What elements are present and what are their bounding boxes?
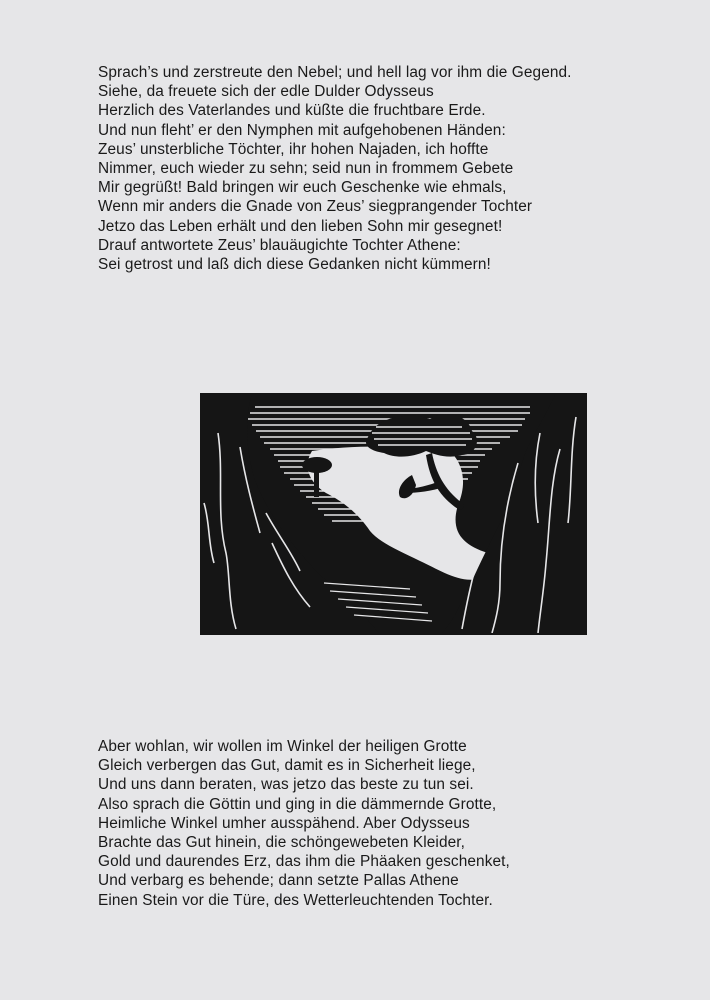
poem-line: Einen Stein vor die Türe, des Wetterleuchtenden Tochter.	[98, 891, 493, 909]
poem-line: Und verbarg es behende; dann setzte Pallas Athene	[98, 872, 459, 890]
poem-line: Drauf antwortete Zeus’ blauäugichte Tochter Athene:	[98, 236, 461, 254]
poem-line: Siehe, da freuete sich der edle Dulder Odysseus	[98, 83, 434, 101]
poem-line: Sei getrost und laß dich diese Gedanken nicht kümmern!	[98, 256, 491, 274]
poem-line: Zeus’ unsterbliche Töchter, ihr hohen Najaden, ich hoffte	[98, 140, 489, 158]
woodcut-landscape-icon	[200, 393, 587, 635]
poem-line: Und uns dann beraten, was jetzo das beste zu tun sei.	[98, 776, 474, 794]
poem-line: Mir gegrüßt! Bald bringen wir euch Geschenke wie ehmals,	[98, 179, 507, 197]
poem-line: Aber wohlan, wir wollen im Winkel der heiligen Grotte	[98, 738, 467, 755]
poem-line: Sprach’s und zerstreute den Nebel; und hell lag vor ihm die Gegend.	[98, 64, 572, 81]
poem-line: Und nun fleht’ er den Nymphen mit aufgehobenen Händen:	[98, 121, 506, 139]
poem-line: Brachte das Gut hinein, die schöngewebeten Kleider,	[98, 834, 466, 852]
poem-line: Wenn mir anders die Gnade von Zeus’ siegprangender Tochter	[98, 198, 533, 216]
poem-line: Gleich verbergen das Gut, damit es in Sicherheit liege,	[98, 757, 476, 775]
poem-line: Nimmer, euch wieder zu sehn; seid nun in frommem Gebete	[98, 160, 514, 178]
poem-stanza-top	[98, 63, 678, 274]
poem-line: Heimliche Winkel umher ausspähend. Aber Odysseus	[98, 814, 470, 832]
poem-line: Jetzo das Leben erhält und den lieben Sohn mir gesegnet!	[98, 217, 503, 235]
poem-line: Herzlich des Vaterlandes und küßte die fruchtbare Erde.	[98, 102, 486, 120]
poem-stanza-bottom	[98, 737, 678, 910]
poem-line: Also sprach die Göttin und ging in die dämmernde Grotte,	[98, 795, 497, 813]
poem-line: Gold und daurendes Erz, das ihm die Phäaken geschenket,	[98, 853, 510, 871]
